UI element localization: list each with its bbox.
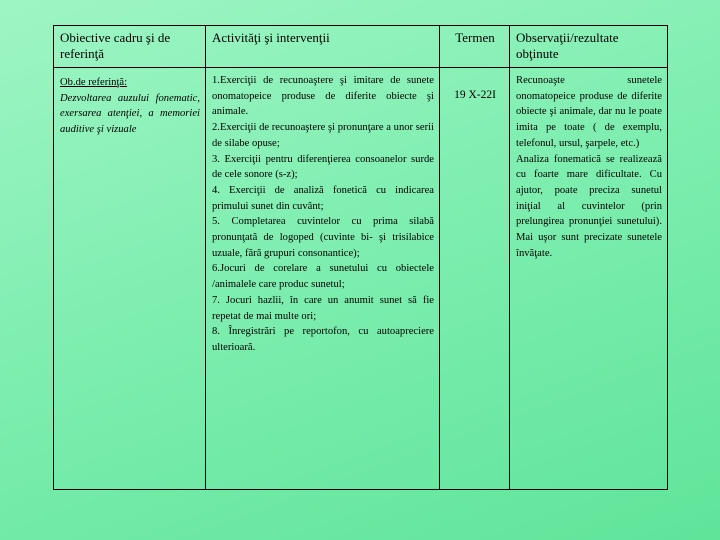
header-activities: Activităţi şi intervenţii: [206, 26, 440, 68]
header-observations: Observaţii/rezultate obţinute: [510, 26, 668, 68]
activity-item: 1.Exerciţii de recunoaştere şi imitare de sunete onomatopeice produse de diferite obiecte şi animale.: [212, 75, 434, 118]
header-term: Termen: [440, 26, 510, 68]
activity-item: 3. Exerciţii pentru diferenţierea consoanelor surde de cele sonore (s-z);: [212, 153, 434, 181]
objective-label: Ob.de referinţă:: [60, 77, 128, 88]
activity-item: 6.Jocuri de corelare a sunetului cu obiectele /animalele care produc sunetul;: [212, 263, 434, 291]
intervention-plan-table: [53, 25, 668, 490]
objectives-cell: [54, 68, 206, 490]
activity-item: 7. Jocuri hazlii, în care un anumit sunet să fie repetat de mai multe ori;: [212, 294, 434, 322]
objective-text: Dezvoltarea auzului fonematic, exersarea atenţiei, a memoriei auditive şi vizuale: [60, 92, 200, 136]
activity-item: 4. Exerciţii de analiză fonetică cu indicarea primului sunet din cuvânt;: [212, 184, 434, 212]
observation-text: Analiza fonematică se realizează cu foarte mare dificultate. Cu ajutor, poate preciza sunetul iniţial al cuvintelor (prin prelungirea pronunţiei sunetului). Mai uşor sunt precizate sunetele învăţate.: [516, 153, 662, 259]
observations-cell: [510, 68, 668, 490]
table-row: [54, 68, 668, 490]
term-cell: 19 X-22I: [440, 68, 510, 490]
activities-cell: [206, 68, 440, 490]
observation-text: Recunoaşte sunetele onomatopeice produse de diferite obiecte şi animale, dar nu le poate imita pe toate ( de exemplu, telefonul, ursul, şarpele, etc.): [516, 75, 662, 149]
header-objectives: Obiective cadru şi de referinţă: [54, 26, 206, 68]
activity-item: 5. Completarea cuvintelor cu prima silabă pronunţată de logoped (cuvinte bi- şi trisilabice uzuale, fără grupuri consonantice);: [212, 216, 434, 259]
activity-item: 8. Înregistrări pe reportofon, cu autoapreciere ulterioară.: [212, 326, 434, 353]
table-header-row: [54, 26, 668, 68]
activity-item: 2.Exerciţii de recunoaştere şi pronunţare a unor serii de silabe opuse;: [212, 122, 434, 149]
